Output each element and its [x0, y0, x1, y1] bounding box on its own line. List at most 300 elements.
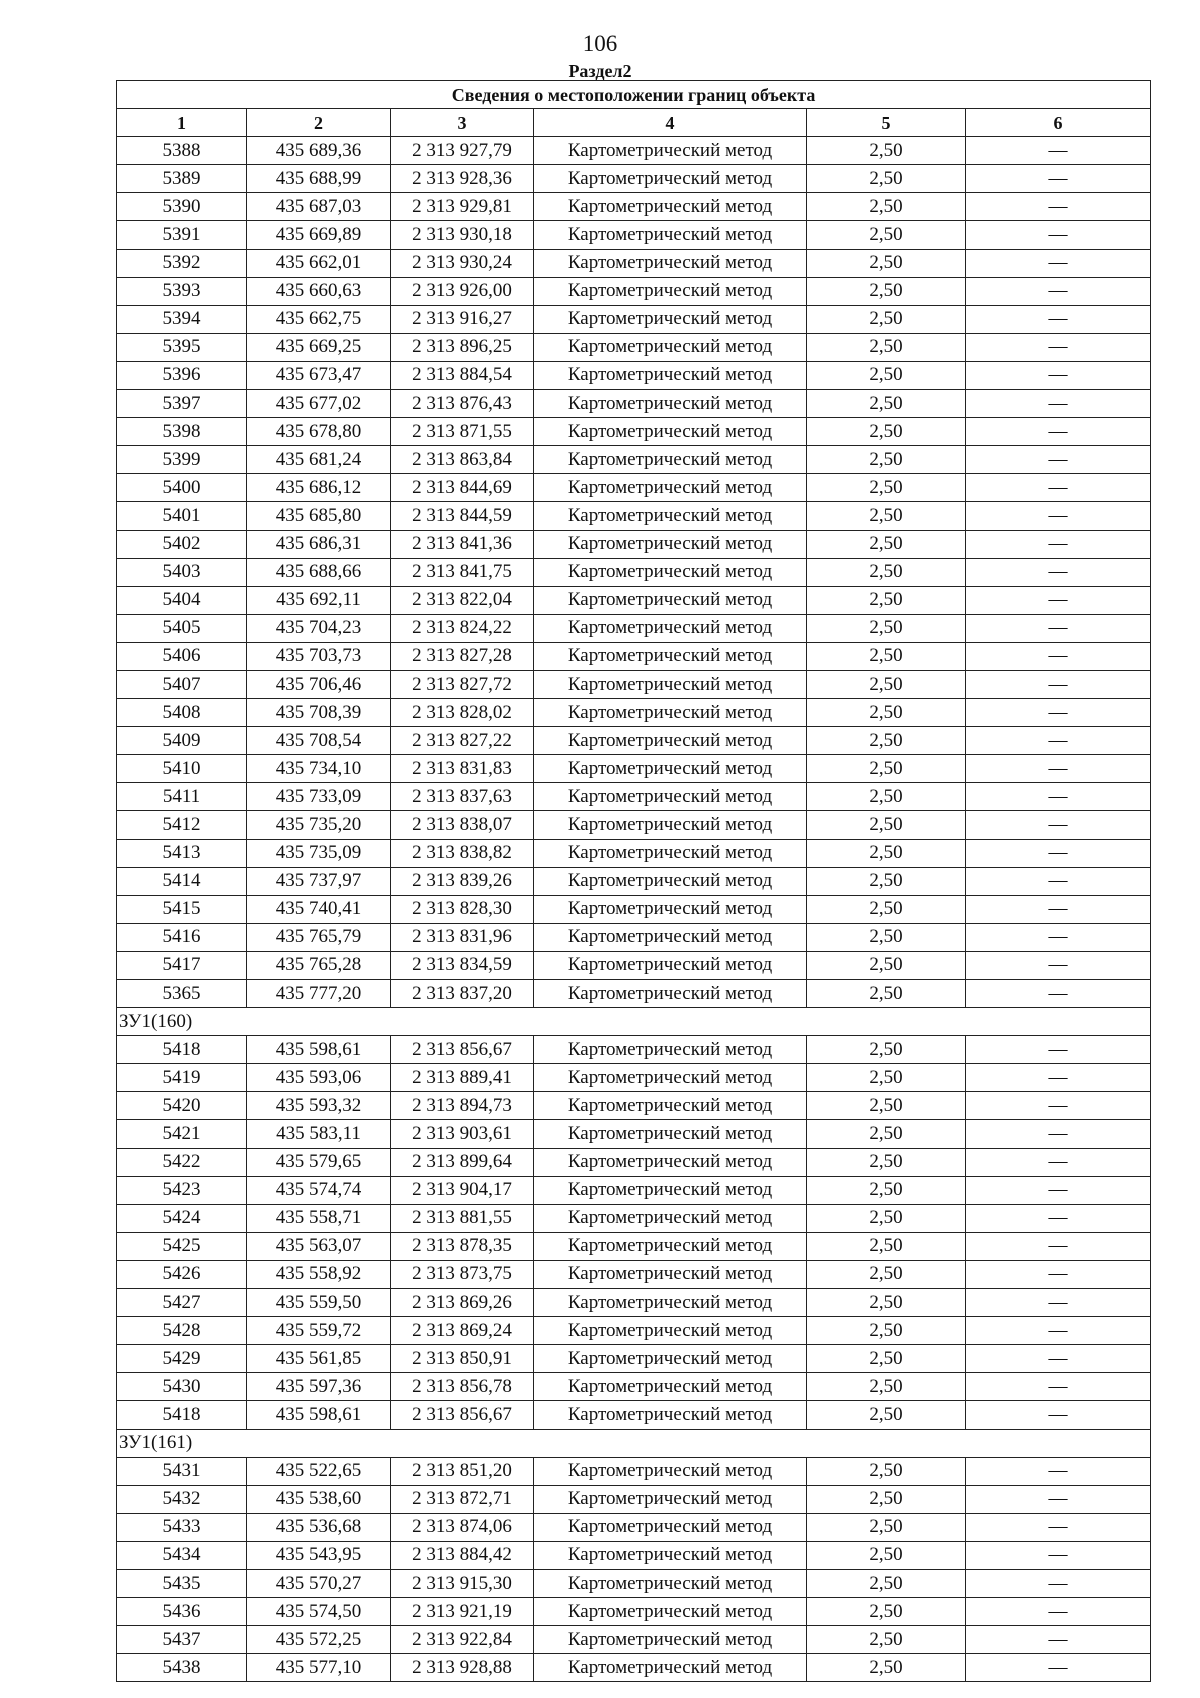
note-cell: — [966, 249, 1151, 277]
point-number-cell: 5393 [117, 277, 247, 305]
y-coordinate-cell: 2 313 828,30 [391, 895, 534, 923]
point-number-cell: 5365 [117, 980, 247, 1008]
y-coordinate-cell: 2 313 873,75 [391, 1260, 534, 1288]
table-row [117, 642, 1151, 670]
table-row [117, 755, 1151, 783]
table-row [117, 277, 1151, 305]
column-header-2: 2 [247, 109, 391, 137]
accuracy-cell: 2,50 [807, 1317, 966, 1345]
method-cell: Картометрический метод [534, 1176, 807, 1204]
accuracy-cell: 2,50 [807, 1036, 966, 1064]
x-coordinate-cell: 435 536,68 [247, 1513, 391, 1541]
point-number-cell: 5413 [117, 839, 247, 867]
accuracy-cell: 2,50 [807, 1204, 966, 1232]
group-label: ЗУ1(160) [117, 1008, 1151, 1036]
point-number-cell: 5428 [117, 1317, 247, 1345]
column-header-1: 1 [117, 109, 247, 137]
section-title: Раздел2 [568, 61, 632, 81]
method-cell: Картометрический метод [534, 1457, 807, 1485]
point-number-cell: 5392 [117, 249, 247, 277]
note-cell: — [966, 361, 1151, 389]
table-row [117, 1317, 1151, 1345]
accuracy-cell: 2,50 [807, 811, 966, 839]
method-cell: Картометрический метод [534, 221, 807, 249]
y-coordinate-cell: 2 313 889,41 [391, 1064, 534, 1092]
note-cell: — [966, 305, 1151, 333]
note-cell: — [966, 1541, 1151, 1569]
method-cell: Картометрический метод [534, 446, 807, 474]
x-coordinate-cell: 435 704,23 [247, 614, 391, 642]
table-head [117, 81, 1151, 137]
x-coordinate-cell: 435 740,41 [247, 895, 391, 923]
table-row [117, 923, 1151, 951]
point-number-cell: 5415 [117, 895, 247, 923]
x-coordinate-cell: 435 678,80 [247, 418, 391, 446]
group-label: ЗУ1(161) [117, 1429, 1151, 1457]
y-coordinate-cell: 2 313 856,67 [391, 1036, 534, 1064]
table-row [117, 1064, 1151, 1092]
accuracy-cell: 2,50 [807, 923, 966, 951]
table-row [117, 193, 1151, 221]
point-number-cell: 5421 [117, 1120, 247, 1148]
y-coordinate-cell: 2 313 930,18 [391, 221, 534, 249]
y-coordinate-cell: 2 313 841,36 [391, 530, 534, 558]
accuracy-cell: 2,50 [807, 390, 966, 418]
method-cell: Картометрический метод [534, 1569, 807, 1597]
table-row [117, 305, 1151, 333]
method-cell: Картометрический метод [534, 1120, 807, 1148]
table-row [117, 1401, 1151, 1429]
note-cell: — [966, 333, 1151, 361]
y-coordinate-cell: 2 313 915,30 [391, 1569, 534, 1597]
note-cell: — [966, 1289, 1151, 1317]
table-row [117, 1541, 1151, 1569]
y-coordinate-cell: 2 313 896,25 [391, 333, 534, 361]
method-cell: Картометрический метод [534, 1373, 807, 1401]
method-cell: Картометрический метод [534, 1232, 807, 1260]
accuracy-cell: 2,50 [807, 699, 966, 727]
table-row [117, 1345, 1151, 1373]
table-row [117, 1092, 1151, 1120]
note-cell: — [966, 1485, 1151, 1513]
accuracy-cell: 2,50 [807, 951, 966, 979]
point-number-cell: 5397 [117, 390, 247, 418]
table-row [117, 249, 1151, 277]
x-coordinate-cell: 435 662,01 [247, 249, 391, 277]
x-coordinate-cell: 435 574,74 [247, 1176, 391, 1204]
point-number-cell: 5409 [117, 727, 247, 755]
x-coordinate-cell: 435 692,11 [247, 586, 391, 614]
note-cell: — [966, 1626, 1151, 1654]
x-coordinate-cell: 435 735,20 [247, 811, 391, 839]
point-number-cell: 5388 [117, 137, 247, 165]
point-number-cell: 5405 [117, 614, 247, 642]
table-row [117, 1654, 1151, 1682]
table-row [117, 586, 1151, 614]
y-coordinate-cell: 2 313 850,91 [391, 1345, 534, 1373]
x-coordinate-cell: 435 543,95 [247, 1541, 391, 1569]
point-number-cell: 5400 [117, 474, 247, 502]
method-cell: Картометрический метод [534, 614, 807, 642]
x-coordinate-cell: 435 686,12 [247, 474, 391, 502]
note-cell: — [966, 895, 1151, 923]
method-cell: Картометрический метод [534, 727, 807, 755]
group-row [117, 1429, 1151, 1457]
x-coordinate-cell: 435 563,07 [247, 1232, 391, 1260]
note-cell: — [966, 530, 1151, 558]
method-cell: Картометрический метод [534, 755, 807, 783]
table-row [117, 980, 1151, 1008]
method-cell: Картометрический метод [534, 1260, 807, 1288]
method-cell: Картометрический метод [534, 1345, 807, 1373]
method-cell: Картометрический метод [534, 1148, 807, 1176]
y-coordinate-cell: 2 313 899,64 [391, 1148, 534, 1176]
table-row [117, 895, 1151, 923]
table-row [117, 1457, 1151, 1485]
accuracy-cell: 2,50 [807, 1513, 966, 1541]
note-cell: — [966, 811, 1151, 839]
table-row [117, 502, 1151, 530]
method-cell: Картометрический метод [534, 895, 807, 923]
x-coordinate-cell: 435 706,46 [247, 670, 391, 698]
table-row [117, 1626, 1151, 1654]
accuracy-cell: 2,50 [807, 1569, 966, 1597]
note-cell: — [966, 446, 1151, 474]
point-number-cell: 5418 [117, 1036, 247, 1064]
method-cell: Картометрический метод [534, 867, 807, 895]
point-number-cell: 5412 [117, 811, 247, 839]
method-cell: Картометрический метод [534, 1064, 807, 1092]
point-number-cell: 5398 [117, 418, 247, 446]
y-coordinate-cell: 2 313 844,59 [391, 502, 534, 530]
y-coordinate-cell: 2 313 869,24 [391, 1317, 534, 1345]
note-cell: — [966, 670, 1151, 698]
method-cell: Картометрический метод [534, 1036, 807, 1064]
page-number: 106 [582, 31, 618, 56]
group-row [117, 1008, 1151, 1036]
accuracy-cell: 2,50 [807, 305, 966, 333]
method-cell: Картометрический метод [534, 1626, 807, 1654]
y-coordinate-cell: 2 313 884,42 [391, 1541, 534, 1569]
method-cell: Картометрический метод [534, 1485, 807, 1513]
table-row [117, 1289, 1151, 1317]
note-cell: — [966, 1654, 1151, 1682]
x-coordinate-cell: 435 685,80 [247, 502, 391, 530]
y-coordinate-cell: 2 313 894,73 [391, 1092, 534, 1120]
point-number-cell: 5422 [117, 1148, 247, 1176]
note-cell: — [966, 586, 1151, 614]
x-coordinate-cell: 435 677,02 [247, 390, 391, 418]
note-cell: — [966, 277, 1151, 305]
method-cell: Картометрический метод [534, 530, 807, 558]
point-number-cell: 5420 [117, 1092, 247, 1120]
method-cell: Картометрический метод [534, 1289, 807, 1317]
method-cell: Картометрический метод [534, 783, 807, 811]
note-cell: — [966, 502, 1151, 530]
accuracy-cell: 2,50 [807, 1345, 966, 1373]
y-coordinate-cell: 2 313 831,96 [391, 923, 534, 951]
table-row [117, 530, 1151, 558]
x-coordinate-cell: 435 669,25 [247, 333, 391, 361]
point-number-cell: 5407 [117, 670, 247, 698]
x-coordinate-cell: 435 538,60 [247, 1485, 391, 1513]
x-coordinate-cell: 435 598,61 [247, 1401, 391, 1429]
accuracy-cell: 2,50 [807, 1654, 966, 1682]
point-number-cell: 5438 [117, 1654, 247, 1682]
note-cell: — [966, 558, 1151, 586]
y-coordinate-cell: 2 313 831,83 [391, 755, 534, 783]
point-number-cell: 5401 [117, 502, 247, 530]
note-cell: — [966, 614, 1151, 642]
accuracy-cell: 2,50 [807, 839, 966, 867]
y-coordinate-cell: 2 313 878,35 [391, 1232, 534, 1260]
note-cell: — [966, 755, 1151, 783]
accuracy-cell: 2,50 [807, 474, 966, 502]
accuracy-cell: 2,50 [807, 727, 966, 755]
y-coordinate-cell: 2 313 834,59 [391, 951, 534, 979]
accuracy-cell: 2,50 [807, 755, 966, 783]
y-coordinate-cell: 2 313 863,84 [391, 446, 534, 474]
y-coordinate-cell: 2 313 929,81 [391, 193, 534, 221]
note-cell: — [966, 642, 1151, 670]
point-number-cell: 5396 [117, 361, 247, 389]
point-number-cell: 5436 [117, 1598, 247, 1626]
method-cell: Картометрический метод [534, 137, 807, 165]
y-coordinate-cell: 2 313 874,06 [391, 1513, 534, 1541]
note-cell: — [966, 783, 1151, 811]
method-cell: Картометрический метод [534, 1598, 807, 1626]
table-row [117, 1569, 1151, 1597]
y-coordinate-cell: 2 313 844,69 [391, 474, 534, 502]
point-number-cell: 5390 [117, 193, 247, 221]
column-header-6: 6 [966, 109, 1151, 137]
y-coordinate-cell: 2 313 837,20 [391, 980, 534, 1008]
accuracy-cell: 2,50 [807, 1148, 966, 1176]
note-cell: — [966, 1204, 1151, 1232]
table-row [117, 474, 1151, 502]
note-cell: — [966, 1120, 1151, 1148]
accuracy-cell: 2,50 [807, 867, 966, 895]
note-cell: — [966, 923, 1151, 951]
column-number-row [117, 109, 1151, 137]
point-number-cell: 5411 [117, 783, 247, 811]
method-cell: Картометрический метод [534, 558, 807, 586]
y-coordinate-cell: 2 313 922,84 [391, 1626, 534, 1654]
y-coordinate-cell: 2 313 837,63 [391, 783, 534, 811]
table-row [117, 1176, 1151, 1204]
note-cell: — [966, 221, 1151, 249]
method-cell: Картометрический метод [534, 586, 807, 614]
accuracy-cell: 2,50 [807, 670, 966, 698]
y-coordinate-cell: 2 313 822,04 [391, 586, 534, 614]
point-number-cell: 5427 [117, 1289, 247, 1317]
accuracy-cell: 2,50 [807, 249, 966, 277]
method-cell: Картометрический метод [534, 249, 807, 277]
point-number-cell: 5429 [117, 1345, 247, 1373]
note-cell: — [966, 1569, 1151, 1597]
table-body [117, 137, 1151, 1682]
note-cell: — [966, 1092, 1151, 1120]
table-row [117, 839, 1151, 867]
note-cell: — [966, 165, 1151, 193]
accuracy-cell: 2,50 [807, 783, 966, 811]
method-cell: Картометрический метод [534, 1401, 807, 1429]
table-row [117, 1204, 1151, 1232]
accuracy-cell: 2,50 [807, 980, 966, 1008]
note-cell: — [966, 390, 1151, 418]
point-number-cell: 5424 [117, 1204, 247, 1232]
point-number-cell: 5437 [117, 1626, 247, 1654]
method-cell: Картометрический метод [534, 418, 807, 446]
note-cell: — [966, 474, 1151, 502]
accuracy-cell: 2,50 [807, 137, 966, 165]
accuracy-cell: 2,50 [807, 502, 966, 530]
y-coordinate-cell: 2 313 884,54 [391, 361, 534, 389]
y-coordinate-cell: 2 313 928,36 [391, 165, 534, 193]
x-coordinate-cell: 435 577,10 [247, 1654, 391, 1682]
point-number-cell: 5403 [117, 558, 247, 586]
x-coordinate-cell: 435 734,10 [247, 755, 391, 783]
note-cell: — [966, 1345, 1151, 1373]
x-coordinate-cell: 435 558,71 [247, 1204, 391, 1232]
note-cell: — [966, 137, 1151, 165]
table-row [117, 1120, 1151, 1148]
point-number-cell: 5435 [117, 1569, 247, 1597]
x-coordinate-cell: 435 559,72 [247, 1317, 391, 1345]
method-cell: Картометрический метод [534, 193, 807, 221]
y-coordinate-cell: 2 313 839,26 [391, 867, 534, 895]
y-coordinate-cell: 2 313 841,75 [391, 558, 534, 586]
table-row [117, 137, 1151, 165]
x-coordinate-cell: 435 688,99 [247, 165, 391, 193]
y-coordinate-cell: 2 313 856,67 [391, 1401, 534, 1429]
point-number-cell: 5389 [117, 165, 247, 193]
accuracy-cell: 2,50 [807, 446, 966, 474]
x-coordinate-cell: 435 559,50 [247, 1289, 391, 1317]
x-coordinate-cell: 435 689,36 [247, 137, 391, 165]
table-row [117, 614, 1151, 642]
y-coordinate-cell: 2 313 827,72 [391, 670, 534, 698]
table-caption: Сведения о местоположении границ объекта [117, 81, 1151, 109]
x-coordinate-cell: 435 703,73 [247, 642, 391, 670]
y-coordinate-cell: 2 313 916,27 [391, 305, 534, 333]
table-row [117, 221, 1151, 249]
accuracy-cell: 2,50 [807, 277, 966, 305]
point-number-cell: 5391 [117, 221, 247, 249]
method-cell: Картометрический метод [534, 1092, 807, 1120]
x-coordinate-cell: 435 673,47 [247, 361, 391, 389]
table-row [117, 1373, 1151, 1401]
x-coordinate-cell: 435 598,61 [247, 1036, 391, 1064]
point-number-cell: 5433 [117, 1513, 247, 1541]
x-coordinate-cell: 435 777,20 [247, 980, 391, 1008]
method-cell: Картометрический метод [534, 811, 807, 839]
y-coordinate-cell: 2 313 851,20 [391, 1457, 534, 1485]
method-cell: Картометрический метод [534, 699, 807, 727]
method-cell: Картометрический метод [534, 165, 807, 193]
table-row [117, 1485, 1151, 1513]
x-coordinate-cell: 435 570,27 [247, 1569, 391, 1597]
method-cell: Картометрический метод [534, 277, 807, 305]
point-number-cell: 5432 [117, 1485, 247, 1513]
method-cell: Картометрический метод [534, 980, 807, 1008]
accuracy-cell: 2,50 [807, 1232, 966, 1260]
table-row [117, 1513, 1151, 1541]
accuracy-cell: 2,50 [807, 1120, 966, 1148]
method-cell: Картометрический метод [534, 1204, 807, 1232]
note-cell: — [966, 980, 1151, 1008]
x-coordinate-cell: 435 733,09 [247, 783, 391, 811]
x-coordinate-cell: 435 597,36 [247, 1373, 391, 1401]
x-coordinate-cell: 435 593,32 [247, 1092, 391, 1120]
note-cell: — [966, 1373, 1151, 1401]
note-cell: — [966, 699, 1151, 727]
accuracy-cell: 2,50 [807, 221, 966, 249]
y-coordinate-cell: 2 313 876,43 [391, 390, 534, 418]
x-coordinate-cell: 435 662,75 [247, 305, 391, 333]
point-number-cell: 5426 [117, 1260, 247, 1288]
point-number-cell: 5399 [117, 446, 247, 474]
column-header-3: 3 [391, 109, 534, 137]
y-coordinate-cell: 2 313 921,19 [391, 1598, 534, 1626]
table-row [117, 446, 1151, 474]
method-cell: Картометрический метод [534, 305, 807, 333]
note-cell: — [966, 1317, 1151, 1345]
method-cell: Картометрический метод [534, 333, 807, 361]
column-header-4: 4 [534, 109, 807, 137]
y-coordinate-cell: 2 313 838,07 [391, 811, 534, 839]
y-coordinate-cell: 2 313 881,55 [391, 1204, 534, 1232]
method-cell: Картометрический метод [534, 839, 807, 867]
method-cell: Картометрический метод [534, 1541, 807, 1569]
point-number-cell: 5430 [117, 1373, 247, 1401]
y-coordinate-cell: 2 313 856,78 [391, 1373, 534, 1401]
accuracy-cell: 2,50 [807, 165, 966, 193]
x-coordinate-cell: 435 681,24 [247, 446, 391, 474]
point-number-cell: 5417 [117, 951, 247, 979]
accuracy-cell: 2,50 [807, 530, 966, 558]
point-number-cell: 5423 [117, 1176, 247, 1204]
table-row [117, 1598, 1151, 1626]
method-cell: Картометрический метод [534, 670, 807, 698]
accuracy-cell: 2,50 [807, 1092, 966, 1120]
y-coordinate-cell: 2 313 869,26 [391, 1289, 534, 1317]
point-number-cell: 5434 [117, 1541, 247, 1569]
note-cell: — [966, 839, 1151, 867]
y-coordinate-cell: 2 313 838,82 [391, 839, 534, 867]
x-coordinate-cell: 435 708,54 [247, 727, 391, 755]
table-row [117, 1260, 1151, 1288]
table-row [117, 361, 1151, 389]
x-coordinate-cell: 435 574,50 [247, 1598, 391, 1626]
point-number-cell: 5404 [117, 586, 247, 614]
table-row [117, 867, 1151, 895]
accuracy-cell: 2,50 [807, 361, 966, 389]
method-cell: Картометрический метод [534, 390, 807, 418]
accuracy-cell: 2,50 [807, 1598, 966, 1626]
table-row [117, 727, 1151, 755]
point-number-cell: 5414 [117, 867, 247, 895]
accuracy-cell: 2,50 [807, 193, 966, 221]
accuracy-cell: 2,50 [807, 586, 966, 614]
x-coordinate-cell: 435 765,28 [247, 951, 391, 979]
y-coordinate-cell: 2 313 872,71 [391, 1485, 534, 1513]
x-coordinate-cell: 435 579,65 [247, 1148, 391, 1176]
note-cell: — [966, 1036, 1151, 1064]
accuracy-cell: 2,50 [807, 895, 966, 923]
method-cell: Картометрический метод [534, 361, 807, 389]
note-cell: — [966, 1513, 1151, 1541]
